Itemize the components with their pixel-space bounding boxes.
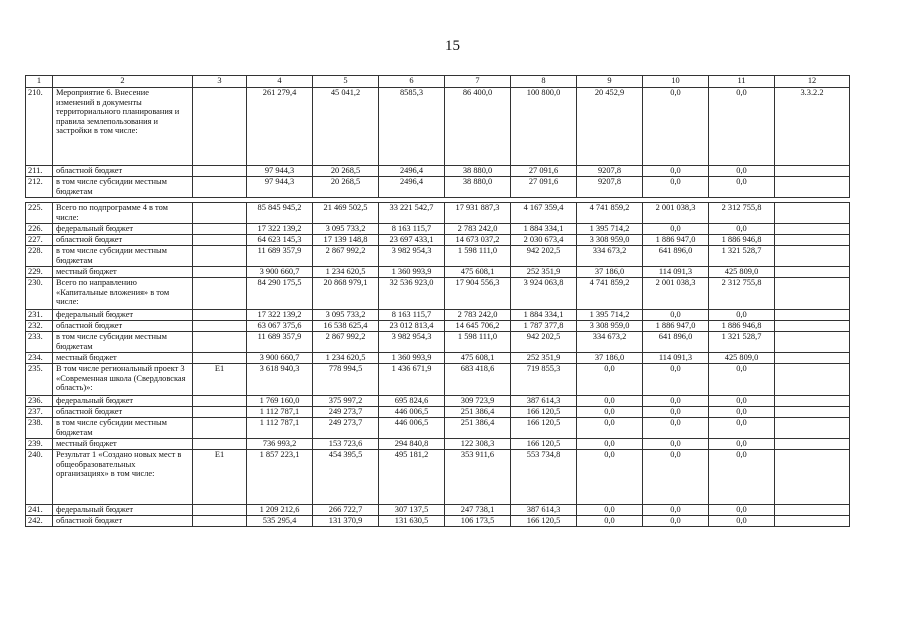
value-col-5: 2 867 992,2 (313, 246, 379, 267)
value-col-4: 84 290 175,5 (247, 278, 313, 310)
row-name: Результат 1 «Создано новых мест в общеобразовательных организациях» в том числе: (53, 450, 193, 505)
table-row (26, 439, 850, 450)
value-col-11: 0,0 (709, 439, 775, 450)
row-number: 240. (26, 450, 53, 505)
row-code (193, 310, 247, 321)
value-col-6: 695 824,6 (379, 396, 445, 407)
value-col-11: 0,0 (709, 396, 775, 407)
row-code: Е1 (193, 450, 247, 505)
row-name: местный бюджет (53, 267, 193, 278)
value-col-4: 17 322 139,2 (247, 310, 313, 321)
value-col-9: 0,0 (577, 396, 643, 407)
value-col-11: 1 886 946,8 (709, 321, 775, 332)
value-col-7: 122 308,3 (445, 439, 511, 450)
row-name: в том числе субсидии местным бюджетам (53, 418, 193, 439)
value-col-7: 38 880,0 (445, 166, 511, 177)
value-col-9: 0,0 (577, 505, 643, 516)
value-col-6: 495 181,2 (379, 450, 445, 505)
value-col-10: 2 001 038,3 (643, 203, 709, 224)
value-col-8: 252 351,9 (511, 353, 577, 364)
target-code (775, 278, 850, 310)
value-col-10: 2 001 038,3 (643, 278, 709, 310)
row-number: 227. (26, 235, 53, 246)
value-col-8: 1 884 334,1 (511, 224, 577, 235)
target-code (775, 396, 850, 407)
table-body (26, 76, 850, 527)
value-col-4: 3 900 660,7 (247, 353, 313, 364)
value-col-8: 166 120,5 (511, 407, 577, 418)
value-col-6: 8 163 115,7 (379, 224, 445, 235)
row-number: 236. (26, 396, 53, 407)
value-col-9: 37 186,0 (577, 353, 643, 364)
row-number: 233. (26, 332, 53, 353)
row-number: 210. (26, 88, 53, 166)
value-col-4: 1 112 787,1 (247, 407, 313, 418)
header-cell: 3 (193, 76, 247, 88)
row-name: федеральный бюджет (53, 224, 193, 235)
target-code (775, 505, 850, 516)
value-col-5: 778 994,5 (313, 364, 379, 396)
value-col-8: 942 202,5 (511, 246, 577, 267)
value-col-6: 307 137,5 (379, 505, 445, 516)
value-col-4: 736 993,2 (247, 439, 313, 450)
value-col-6: 2496,4 (379, 177, 445, 198)
value-col-6: 3 982 954,3 (379, 332, 445, 353)
value-col-9: 0,0 (577, 364, 643, 396)
row-number: 239. (26, 439, 53, 450)
target-code: 3.3.2.2 (775, 88, 850, 166)
value-col-10: 0,0 (643, 396, 709, 407)
value-col-4: 3 900 660,7 (247, 267, 313, 278)
row-name: Мероприятие 6. Внесение изменений в документы территориального планирования и правила землепользования и застройки в том числе: (53, 88, 193, 166)
row-number: 225. (26, 203, 53, 224)
value-col-7: 1 598 111,0 (445, 246, 511, 267)
value-col-10: 0,0 (643, 166, 709, 177)
row-code (193, 88, 247, 166)
row-number: 238. (26, 418, 53, 439)
row-number: 242. (26, 516, 53, 527)
table-row (26, 505, 850, 516)
value-col-5: 131 370,9 (313, 516, 379, 527)
value-col-7: 353 911,6 (445, 450, 511, 505)
value-col-5: 249 273,7 (313, 418, 379, 439)
value-col-5: 249 273,7 (313, 407, 379, 418)
value-col-5: 3 095 733,2 (313, 224, 379, 235)
row-number: 211. (26, 166, 53, 177)
target-code (775, 246, 850, 267)
value-col-10: 0,0 (643, 224, 709, 235)
value-col-7: 2 783 242,0 (445, 224, 511, 235)
value-col-11: 0,0 (709, 177, 775, 198)
value-col-8: 387 614,3 (511, 396, 577, 407)
value-col-8: 27 091,6 (511, 166, 577, 177)
value-col-7: 251 386,4 (445, 418, 511, 439)
value-col-8: 166 120,5 (511, 516, 577, 527)
value-col-11: 2 312 755,8 (709, 203, 775, 224)
row-name: в том числе субсидии местным бюджетам (53, 177, 193, 198)
value-col-9: 3 308 959,0 (577, 321, 643, 332)
row-name: областной бюджет (53, 321, 193, 332)
value-col-10: 1 886 947,0 (643, 321, 709, 332)
value-col-6: 32 536 923,0 (379, 278, 445, 310)
value-col-6: 23 697 433,1 (379, 235, 445, 246)
value-col-10: 0,0 (643, 407, 709, 418)
value-col-10: 0,0 (643, 88, 709, 166)
table-row (26, 450, 850, 505)
header-row (26, 76, 850, 88)
value-col-11: 0,0 (709, 516, 775, 527)
value-col-5: 153 723,6 (313, 439, 379, 450)
value-col-9: 0,0 (577, 439, 643, 450)
table-row (26, 418, 850, 439)
row-code (193, 321, 247, 332)
row-name: федеральный бюджет (53, 505, 193, 516)
table-row (26, 310, 850, 321)
row-name: федеральный бюджет (53, 396, 193, 407)
table-row (26, 353, 850, 364)
value-col-9: 3 308 959,0 (577, 235, 643, 246)
value-col-6: 3 982 954,3 (379, 246, 445, 267)
value-col-8: 252 351,9 (511, 267, 577, 278)
value-col-10: 0,0 (643, 418, 709, 439)
target-code (775, 439, 850, 450)
value-col-8: 3 924 063,8 (511, 278, 577, 310)
value-col-4: 535 295,4 (247, 516, 313, 527)
value-col-6: 2496,4 (379, 166, 445, 177)
value-col-6: 23 012 813,4 (379, 321, 445, 332)
value-col-11: 1 321 528,7 (709, 246, 775, 267)
value-col-5: 375 997,2 (313, 396, 379, 407)
value-col-5: 3 095 733,2 (313, 310, 379, 321)
value-col-8: 2 030 673,4 (511, 235, 577, 246)
row-code (193, 246, 247, 267)
target-code (775, 407, 850, 418)
value-col-4: 261 279,4 (247, 88, 313, 166)
value-col-4: 64 623 145,3 (247, 235, 313, 246)
row-name: Всего по направлению «Капитальные вложения» в том числе: (53, 278, 193, 310)
target-code (775, 450, 850, 505)
value-col-11: 0,0 (709, 166, 775, 177)
table-row (26, 396, 850, 407)
row-name: областной бюджет (53, 516, 193, 527)
target-code (775, 321, 850, 332)
header-cell: 12 (775, 76, 850, 88)
value-col-10: 0,0 (643, 505, 709, 516)
row-code (193, 332, 247, 353)
row-number: 226. (26, 224, 53, 235)
value-col-9: 334 673,2 (577, 332, 643, 353)
value-col-11: 1 321 528,7 (709, 332, 775, 353)
value-col-7: 251 386,4 (445, 407, 511, 418)
value-col-4: 63 067 375,6 (247, 321, 313, 332)
value-col-5: 1 234 620,5 (313, 267, 379, 278)
value-col-10: 1 886 947,0 (643, 235, 709, 246)
row-number: 234. (26, 353, 53, 364)
table-row (26, 267, 850, 278)
row-number: 241. (26, 505, 53, 516)
table-row (26, 516, 850, 527)
target-code (775, 418, 850, 439)
value-col-8: 4 167 359,4 (511, 203, 577, 224)
value-col-5: 454 395,5 (313, 450, 379, 505)
value-col-5: 16 538 625,4 (313, 321, 379, 332)
value-col-5: 20 268,5 (313, 177, 379, 198)
value-col-6: 131 630,5 (379, 516, 445, 527)
value-col-9: 1 395 714,2 (577, 224, 643, 235)
value-col-9: 20 452,9 (577, 88, 643, 166)
row-code (193, 177, 247, 198)
value-col-4: 97 944,3 (247, 177, 313, 198)
value-col-8: 27 091,6 (511, 177, 577, 198)
value-col-5: 1 234 620,5 (313, 353, 379, 364)
target-code (775, 364, 850, 396)
value-col-6: 33 221 542,7 (379, 203, 445, 224)
value-col-7: 309 723,9 (445, 396, 511, 407)
row-number: 229. (26, 267, 53, 278)
value-col-9: 0,0 (577, 418, 643, 439)
value-col-11: 0,0 (709, 450, 775, 505)
target-code (775, 177, 850, 198)
row-name: в том числе субсидии местным бюджетам (53, 332, 193, 353)
header-cell: 4 (247, 76, 313, 88)
value-col-5: 20 268,5 (313, 166, 379, 177)
table-row (26, 332, 850, 353)
value-col-11: 0,0 (709, 407, 775, 418)
value-col-8: 1 787 377,8 (511, 321, 577, 332)
row-name: местный бюджет (53, 439, 193, 450)
value-col-8: 553 734,8 (511, 450, 577, 505)
value-col-10: 0,0 (643, 177, 709, 198)
value-col-10: 0,0 (643, 364, 709, 396)
row-code (193, 396, 247, 407)
value-col-8: 100 800,0 (511, 88, 577, 166)
value-col-7: 247 738,1 (445, 505, 511, 516)
target-code (775, 332, 850, 353)
value-col-7: 17 904 556,3 (445, 278, 511, 310)
row-code (193, 407, 247, 418)
header-cell: 10 (643, 76, 709, 88)
value-col-10: 0,0 (643, 439, 709, 450)
value-col-5: 45 041,2 (313, 88, 379, 166)
row-code (193, 267, 247, 278)
row-name: местный бюджет (53, 353, 193, 364)
row-code (193, 166, 247, 177)
header-cell: 5 (313, 76, 379, 88)
value-col-6: 1 360 993,9 (379, 267, 445, 278)
value-col-10: 0,0 (643, 516, 709, 527)
header-cell: 2 (53, 76, 193, 88)
table-row (26, 364, 850, 396)
value-col-10: 0,0 (643, 310, 709, 321)
header-cell: 7 (445, 76, 511, 88)
target-code (775, 203, 850, 224)
table-row (26, 177, 850, 198)
value-col-9: 4 741 859,2 (577, 278, 643, 310)
table-row (26, 321, 850, 332)
value-col-8: 942 202,5 (511, 332, 577, 353)
value-col-8: 166 120,5 (511, 439, 577, 450)
value-col-10: 641 896,0 (643, 246, 709, 267)
value-col-4: 1 769 160,0 (247, 396, 313, 407)
value-col-4: 1 112 787,1 (247, 418, 313, 439)
value-col-6: 8 163 115,7 (379, 310, 445, 321)
row-code (193, 516, 247, 527)
row-code (193, 353, 247, 364)
value-col-11: 0,0 (709, 310, 775, 321)
value-col-11: 425 809,0 (709, 267, 775, 278)
target-code (775, 267, 850, 278)
row-name: Всего по подпрограмме 4 в том числе: (53, 203, 193, 224)
table-row (26, 235, 850, 246)
row-code: Е1 (193, 364, 247, 396)
row-number: 232. (26, 321, 53, 332)
value-col-7: 2 783 242,0 (445, 310, 511, 321)
value-col-7: 86 400,0 (445, 88, 511, 166)
value-col-5: 20 868 979,1 (313, 278, 379, 310)
value-col-4: 11 689 357,9 (247, 332, 313, 353)
value-col-6: 1 436 671,9 (379, 364, 445, 396)
value-col-11: 2 312 755,8 (709, 278, 775, 310)
value-col-6: 1 360 993,9 (379, 353, 445, 364)
row-name: в том числе субсидии местным бюджетам (53, 246, 193, 267)
value-col-7: 683 418,6 (445, 364, 511, 396)
target-code (775, 310, 850, 321)
row-number: 237. (26, 407, 53, 418)
row-name: областной бюджет (53, 166, 193, 177)
value-col-10: 114 091,3 (643, 267, 709, 278)
row-code (193, 224, 247, 235)
row-number: 230. (26, 278, 53, 310)
value-col-5: 17 139 148,8 (313, 235, 379, 246)
value-col-8: 166 120,5 (511, 418, 577, 439)
value-col-11: 0,0 (709, 88, 775, 166)
value-col-9: 334 673,2 (577, 246, 643, 267)
value-col-4: 97 944,3 (247, 166, 313, 177)
value-col-7: 14 645 706,2 (445, 321, 511, 332)
value-col-6: 8585,3 (379, 88, 445, 166)
header-cell: 1 (26, 76, 53, 88)
value-col-7: 14 673 037,2 (445, 235, 511, 246)
row-number: 212. (26, 177, 53, 198)
target-code (775, 353, 850, 364)
value-col-7: 475 608,1 (445, 267, 511, 278)
row-code (193, 418, 247, 439)
value-col-9: 1 395 714,2 (577, 310, 643, 321)
row-number: 235. (26, 364, 53, 396)
value-col-4: 1 209 212,6 (247, 505, 313, 516)
value-col-11: 0,0 (709, 505, 775, 516)
value-col-9: 9207,8 (577, 177, 643, 198)
header-cell: 6 (379, 76, 445, 88)
row-name: В том числе региональный проект 3 «Современная школа (Свердловская область)»: (53, 364, 193, 396)
value-col-11: 0,0 (709, 224, 775, 235)
row-name: федеральный бюджет (53, 310, 193, 321)
value-col-4: 85 845 945,2 (247, 203, 313, 224)
row-code (193, 203, 247, 224)
value-col-5: 21 469 502,5 (313, 203, 379, 224)
value-col-10: 0,0 (643, 450, 709, 505)
value-col-10: 641 896,0 (643, 332, 709, 353)
value-col-5: 266 722,7 (313, 505, 379, 516)
value-col-10: 114 091,3 (643, 353, 709, 364)
target-code (775, 516, 850, 527)
row-code (193, 278, 247, 310)
value-col-6: 446 006,5 (379, 407, 445, 418)
table-row (26, 166, 850, 177)
value-col-7: 1 598 111,0 (445, 332, 511, 353)
row-code (193, 235, 247, 246)
row-number: 228. (26, 246, 53, 267)
target-code (775, 166, 850, 177)
row-name: областной бюджет (53, 407, 193, 418)
value-col-9: 37 186,0 (577, 267, 643, 278)
value-col-7: 475 608,1 (445, 353, 511, 364)
page-number: 15 (445, 38, 460, 54)
header-cell: 11 (709, 76, 775, 88)
header-cell: 8 (511, 76, 577, 88)
value-col-4: 1 857 223,1 (247, 450, 313, 505)
value-col-11: 0,0 (709, 364, 775, 396)
value-col-7: 38 880,0 (445, 177, 511, 198)
table-row (26, 88, 850, 166)
value-col-9: 4 741 859,2 (577, 203, 643, 224)
value-col-11: 1 886 946,8 (709, 235, 775, 246)
row-name: областной бюджет (53, 235, 193, 246)
value-col-4: 3 618 940,3 (247, 364, 313, 396)
table-row (26, 278, 850, 310)
value-col-8: 1 884 334,1 (511, 310, 577, 321)
value-col-9: 0,0 (577, 516, 643, 527)
value-col-9: 9207,8 (577, 166, 643, 177)
value-col-9: 0,0 (577, 450, 643, 505)
header-cell: 9 (577, 76, 643, 88)
budget-table (25, 75, 850, 527)
value-col-6: 446 006,5 (379, 418, 445, 439)
value-col-11: 425 809,0 (709, 353, 775, 364)
value-col-7: 17 931 887,3 (445, 203, 511, 224)
table-row (26, 203, 850, 224)
value-col-4: 11 689 357,9 (247, 246, 313, 267)
target-code (775, 224, 850, 235)
target-code (775, 235, 850, 246)
row-code (193, 505, 247, 516)
row-number: 231. (26, 310, 53, 321)
value-col-8: 719 855,3 (511, 364, 577, 396)
table-row (26, 224, 850, 235)
table-row (26, 246, 850, 267)
value-col-6: 294 840,8 (379, 439, 445, 450)
value-col-4: 17 322 139,2 (247, 224, 313, 235)
value-col-7: 106 173,5 (445, 516, 511, 527)
value-col-5: 2 867 992,2 (313, 332, 379, 353)
table-row (26, 407, 850, 418)
value-col-8: 387 614,3 (511, 505, 577, 516)
value-col-9: 0,0 (577, 407, 643, 418)
row-code (193, 439, 247, 450)
value-col-11: 0,0 (709, 418, 775, 439)
